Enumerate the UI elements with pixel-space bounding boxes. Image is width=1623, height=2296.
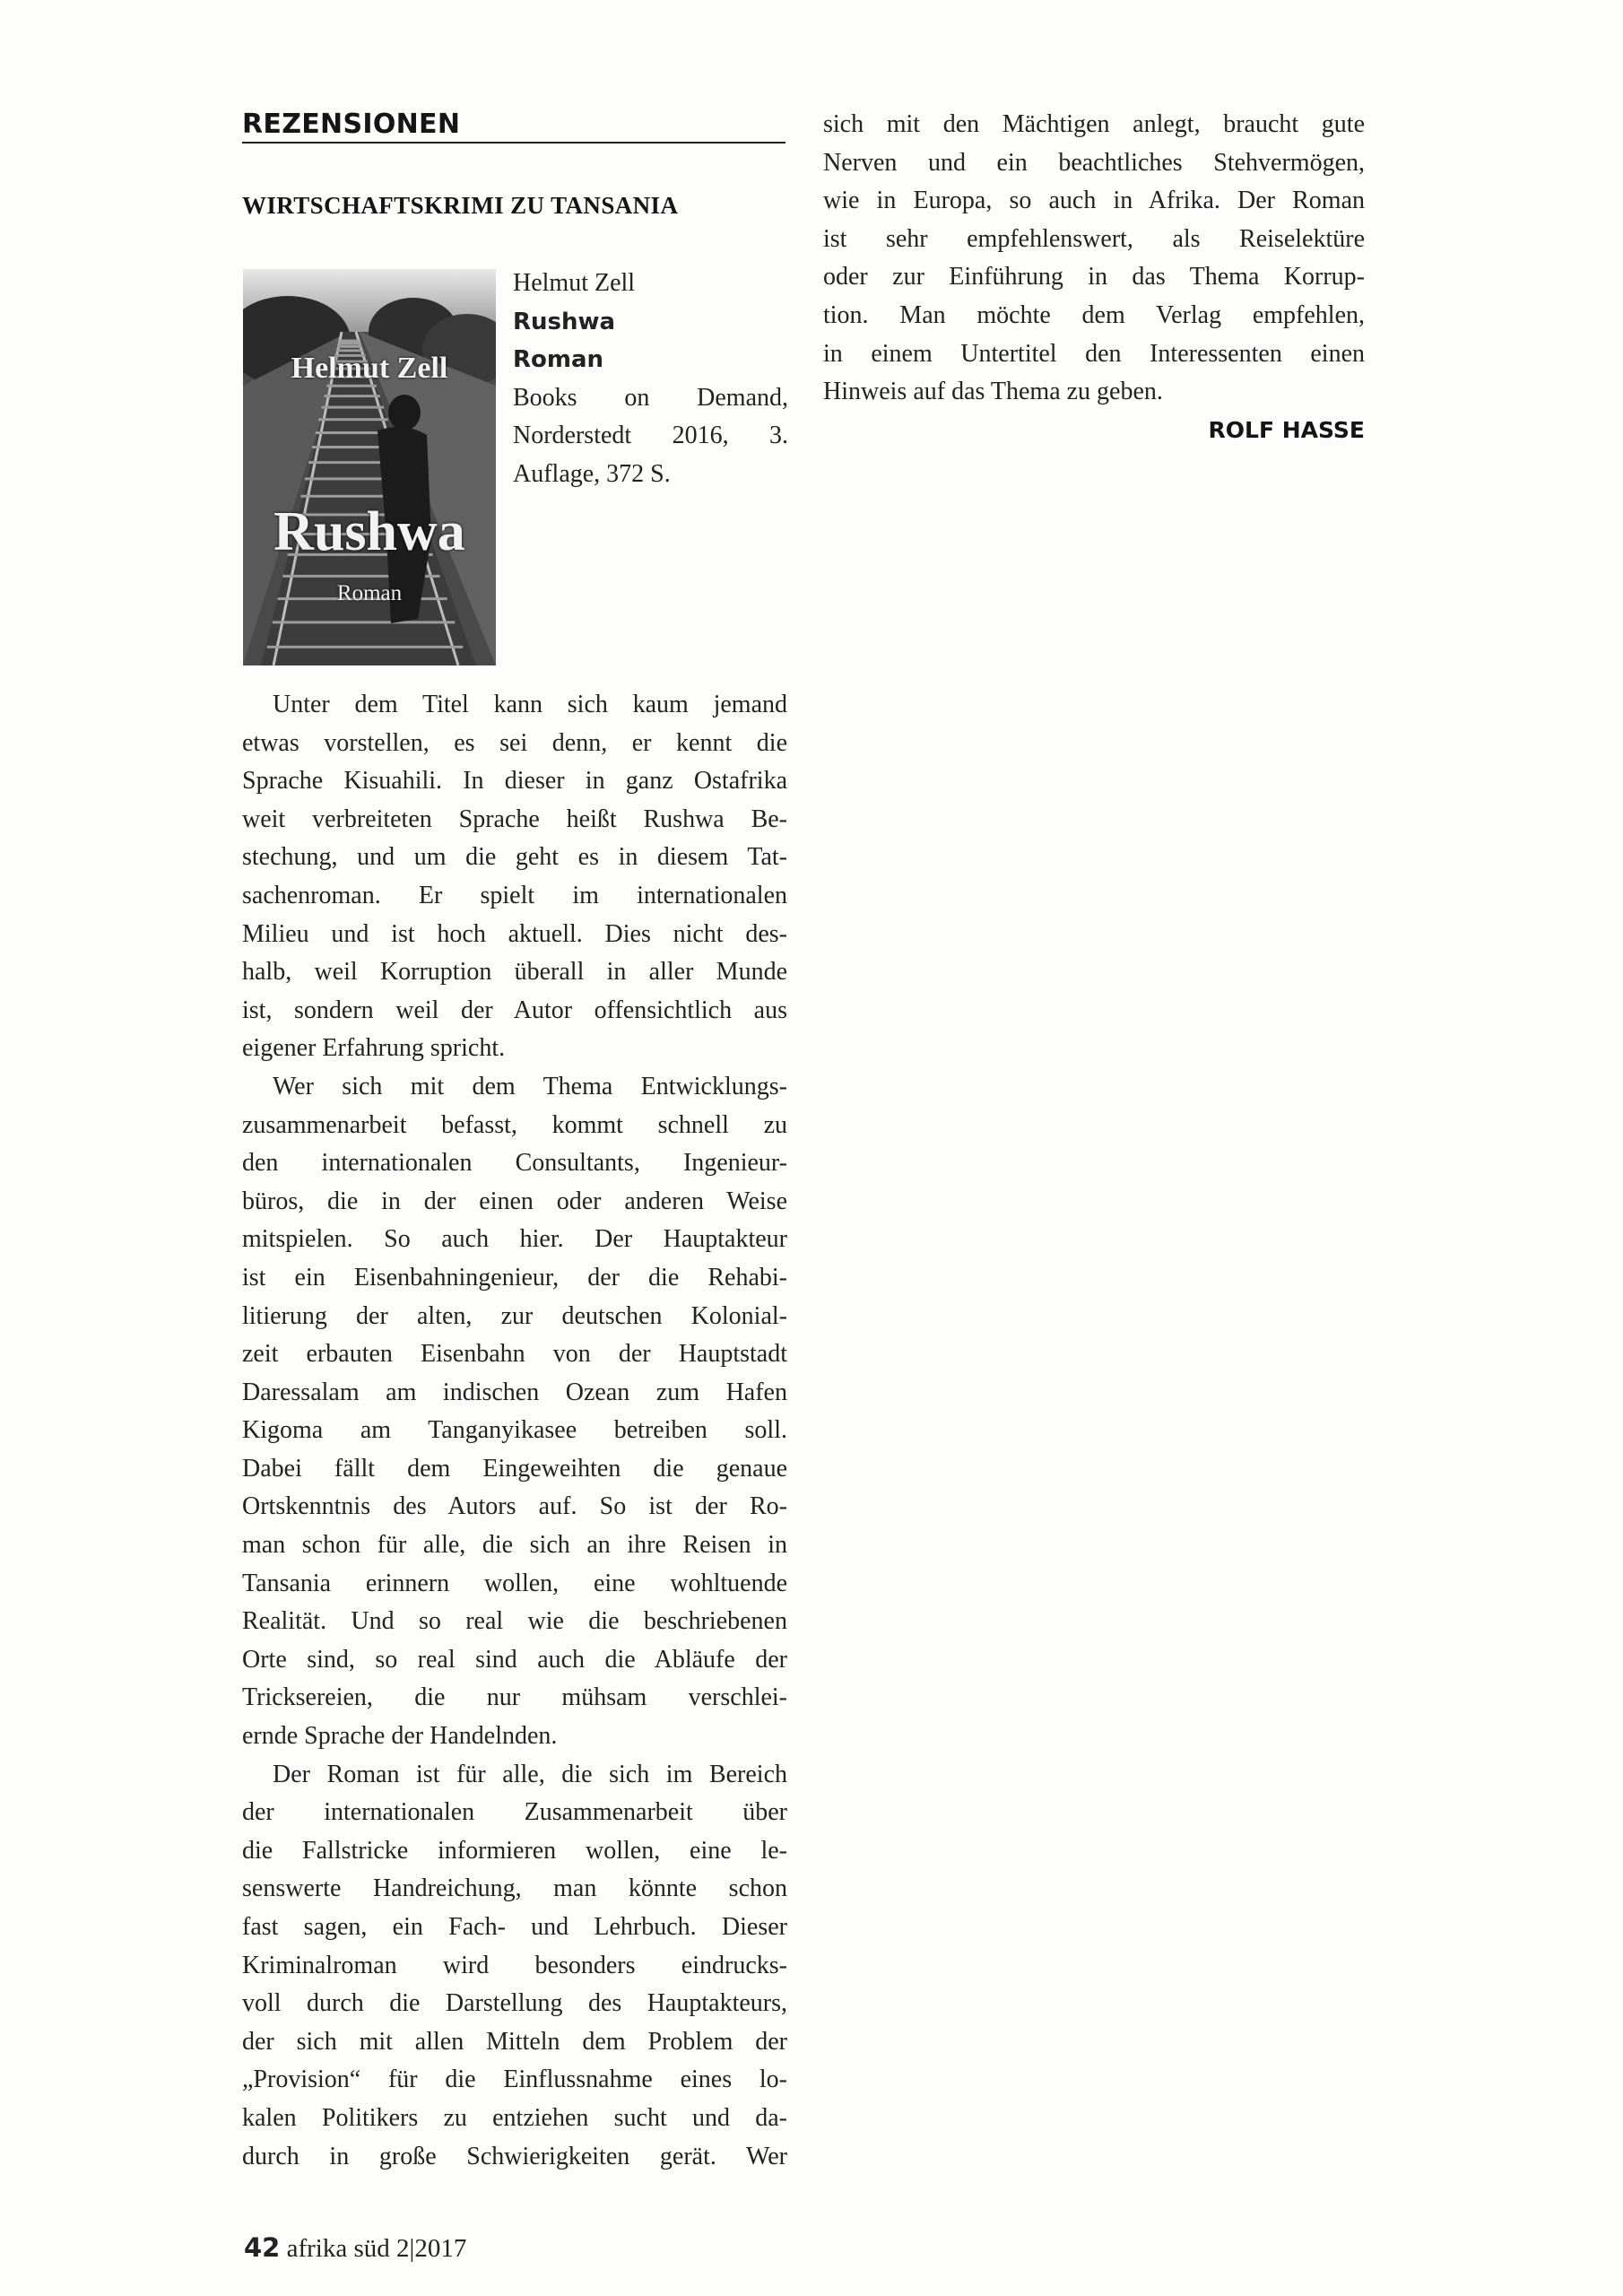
paragraph-line: halb, weil Korruption überall in aller Munde bbox=[242, 958, 787, 987]
review-body-right-column bbox=[823, 106, 1365, 412]
paragraph-line: durch in große Schwierigkeiten gerät. Wer bbox=[242, 2142, 787, 2170]
paragraph-line: man schon für alle, die sich an ihre Reisen in bbox=[242, 1531, 787, 1560]
page-number: 42 bbox=[244, 2232, 281, 2263]
paragraph-line: litierung der alten, zur deutschen Kolonial- bbox=[242, 1301, 787, 1330]
paragraph-line: der internationalen Zusammenarbeit über bbox=[242, 1798, 787, 1827]
book-title: Rushwa bbox=[513, 308, 616, 335]
paragraph-line: Kriminalroman wird besonders eindrucks- bbox=[242, 1951, 787, 1979]
paragraph-line: sachenroman. Er spielt im internationalen bbox=[242, 881, 787, 909]
publication-issue: afrika süd 2|2017 bbox=[286, 2234, 467, 2263]
paragraph-first-line: Der Roman ist für alle, die sich im Bereich bbox=[273, 1760, 787, 1788]
paragraph-line: ernde Sprache der Handelnden. bbox=[242, 1722, 558, 1751]
cover-title-text: Rushwa bbox=[273, 501, 465, 562]
paragraph-line: voll durch die Darstellung des Hauptakteurs, bbox=[242, 1989, 787, 2018]
paragraph-line: mitspielen. So auch hier. Der Hauptakteur bbox=[242, 1225, 787, 1254]
book-publisher-line: Norderstedt 2016, 3. bbox=[513, 422, 788, 449]
paragraph-line: der sich mit allen Mitteln dem Problem der bbox=[242, 2027, 787, 2056]
book-cover-image bbox=[243, 269, 496, 665]
reviewer-name: ROLF HASSE bbox=[1208, 417, 1365, 443]
paragraph-line: senswerte Handreichung, man könnte schon bbox=[242, 1874, 787, 1903]
book-publisher-line: Books on Demand, bbox=[513, 383, 788, 412]
review-body-left-column bbox=[242, 686, 787, 2176]
paragraph-line: Sprache Kisuahili. In dieser in ganz Ostafrika bbox=[242, 767, 787, 796]
paragraph-line: Dabei fällt dem Eingeweihten die genaue bbox=[242, 1454, 787, 1483]
paragraph-line: tion. Man möchte dem Verlag empfehlen, bbox=[823, 300, 1365, 329]
paragraph-line: Realität. Und so real wie die beschriebenen bbox=[242, 1607, 787, 1636]
book-details bbox=[513, 265, 788, 493]
paragraph-line: ist ein Eisenbahningenieur, der die Rehabi- bbox=[242, 1263, 787, 1292]
paragraph-line: kalen Politikers zu entziehen sucht und da- bbox=[242, 2103, 787, 2132]
paragraph-line: Nerven und ein beachtliches Stehvermögen, bbox=[823, 148, 1365, 177]
paragraph-first-line: Unter dem Titel kann sich kaum jemand bbox=[273, 691, 787, 718]
cover-author-text: Helmut Zell bbox=[291, 352, 448, 385]
section-heading: REZENSIONEN bbox=[242, 109, 785, 144]
paragraph-line: den internationalen Consultants, Ingenieur- bbox=[242, 1149, 787, 1178]
paragraph-line: fast sagen, ein Fach- und Lehrbuch. Dieser bbox=[242, 1913, 787, 1941]
paragraph-line: Milieu und ist hoch aktuell. Dies nicht des- bbox=[242, 919, 787, 948]
paragraph-line: die Fallstricke informieren wollen, eine le- bbox=[242, 1836, 787, 1865]
paragraph-line: oder zur Einführung in das Thema Korrup- bbox=[823, 263, 1365, 291]
paragraph-line: Kigoma am Tanganyikasee betreiben soll. bbox=[242, 1416, 787, 1445]
paragraph-line: zeit erbauten Eisenbahn von der Hauptstadt bbox=[242, 1340, 787, 1369]
book-publisher-line: Auflage, 372 S. bbox=[513, 459, 671, 488]
paragraph-line: Orte sind, so real sind auch die Abläufe der bbox=[242, 1645, 787, 1674]
page-footer bbox=[244, 2232, 466, 2264]
book-genre: Roman bbox=[513, 346, 604, 373]
paragraph-line: Hinweis auf das Thema zu geben. bbox=[823, 378, 1163, 406]
paragraph-line: zusammenarbeit befasst, kommt schnell zu bbox=[242, 1110, 787, 1139]
paragraph-line: Tricksereien, die nur mühsam verschlei- bbox=[242, 1683, 787, 1712]
paragraph-line: wie in Europa, so auch in Afrika. Der Roman bbox=[823, 187, 1365, 215]
paragraph-line: Tansania erinnern wollen, eine wohltuende bbox=[242, 1569, 787, 1597]
book-author: Helmut Zell bbox=[513, 269, 636, 297]
paragraph-line: sich mit den Mächtigen anlegt, braucht gute bbox=[823, 110, 1365, 138]
paragraph-line: stechung, und um die geht es in diesem Tat- bbox=[242, 843, 787, 872]
paragraph-line: ist, sondern weil der Autor offensichtlich aus bbox=[242, 996, 787, 1024]
paragraph-line: in einem Untertitel den Interessenten einen bbox=[823, 339, 1365, 368]
paragraph-line: „Provision“ für die Einflussnahme eines lo- bbox=[242, 2066, 787, 2094]
paragraph-line: büros, die in der einen oder anderen Weise bbox=[242, 1187, 787, 1215]
paragraph-line: ist sehr empfehlenswert, als Reiselektüre bbox=[823, 224, 1365, 253]
paragraph-first-line: Wer sich mit dem Thema Entwicklungs- bbox=[273, 1072, 787, 1100]
review-title: WIRTSCHAFTSKRIMI ZU TANSANIA bbox=[242, 192, 679, 219]
paragraph-line: Daressalam am indischen Ozean zum Hafen bbox=[242, 1378, 787, 1406]
paragraph-line: Ortskenntnis des Autors auf. So ist der Ro- bbox=[242, 1492, 787, 1521]
paragraph-line: eigener Erfahrung spricht. bbox=[242, 1034, 506, 1063]
paragraph-line: etwas vorstellen, es sei denn, er kennt die bbox=[242, 728, 787, 757]
cover-genre-text: Roman bbox=[336, 581, 403, 605]
paragraph-line: weit verbreiteten Sprache heißt Rushwa Be- bbox=[242, 804, 787, 833]
